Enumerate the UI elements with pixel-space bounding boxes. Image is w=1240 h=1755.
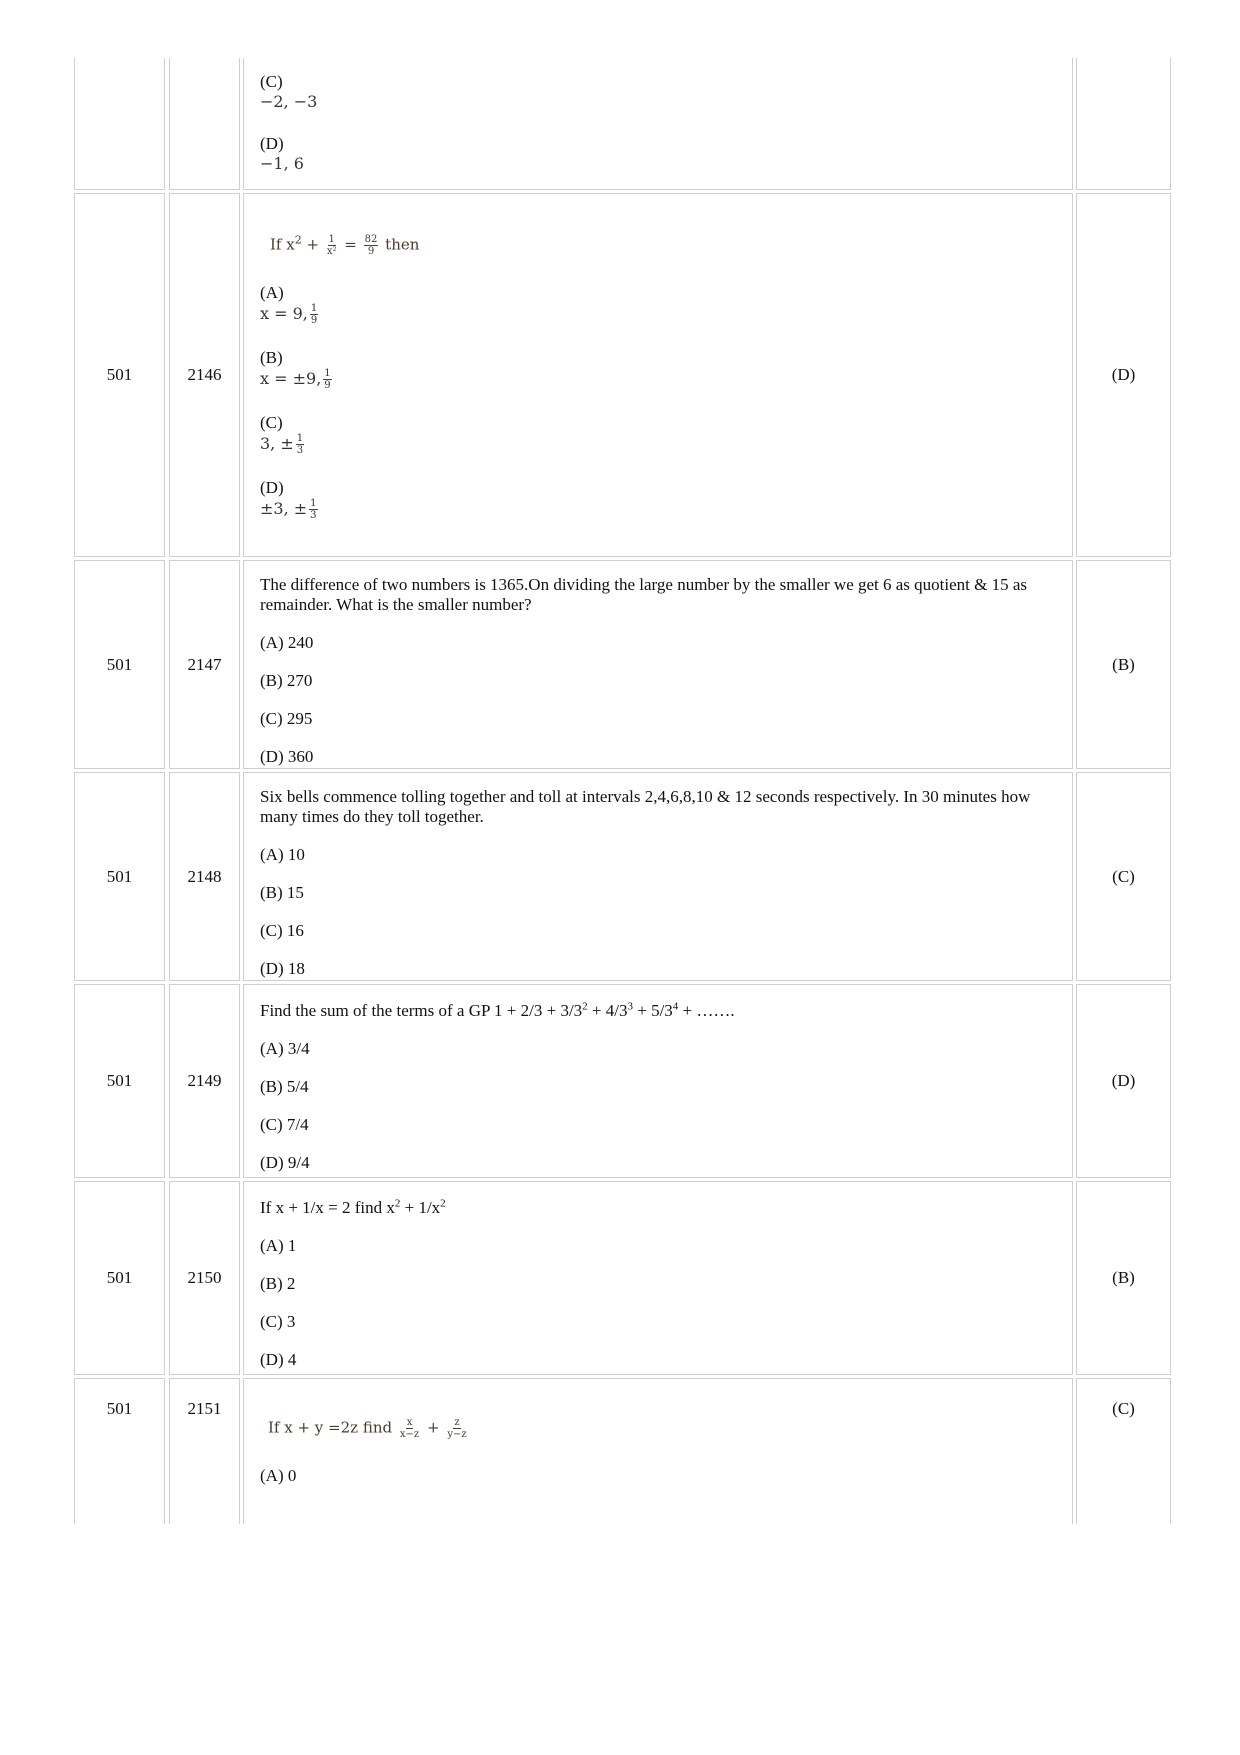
option: (A) 240 [260, 633, 314, 652]
q-text: If x + 1/x = 2 find x [260, 1198, 395, 1217]
section-cell: 501 [74, 193, 165, 557]
section-cell [74, 58, 165, 190]
option: (C) 295 [260, 709, 313, 728]
option: (B) 5/4 [260, 1077, 309, 1096]
option-label: (D) [260, 478, 284, 497]
section-cell: 501 [74, 984, 165, 1178]
q-exp: 3 [627, 1000, 633, 1013]
frac-den: x−z [399, 1429, 420, 1440]
table-row [74, 1378, 1172, 1524]
table-row [74, 193, 1172, 557]
frac-num: 1 [296, 433, 304, 444]
option-label: (A) [260, 283, 284, 302]
option-label: (B) [260, 348, 283, 367]
option-d [260, 478, 1054, 521]
section-cell: 501 [74, 1181, 165, 1375]
question-id-cell [169, 58, 240, 190]
frac-den: 3 [310, 510, 317, 521]
frac-num: 1 [324, 368, 331, 379]
q-text: Find the sum of the terms of a GP 1 + 2/3 + 3/3 [260, 1001, 583, 1020]
question-id-cell: 2150 [169, 1181, 240, 1375]
q-plus: + [426, 1418, 440, 1437]
question-text: Six bells commence tolling together and toll at intervals 2,4,6,8,10 & 12 seconds respectively. In 30 minutes how many times do they toll together. [260, 787, 1031, 826]
fraction [364, 234, 379, 257]
question-cell [243, 193, 1073, 557]
frac-den: x² [326, 246, 337, 257]
option-value: −2, −3 [260, 92, 318, 111]
option: (C) 7/4 [260, 1115, 309, 1134]
option: (B) 2 [260, 1274, 296, 1293]
frac-den: 9 [310, 315, 318, 326]
option-label: (D) [260, 134, 284, 153]
question-id-cell: 2151 [169, 1378, 240, 1524]
answer-cell: (C) [1076, 772, 1171, 981]
q-text: If x + y =2z find [268, 1418, 393, 1437]
fraction [446, 1417, 467, 1440]
question-cell [243, 1181, 1073, 1375]
option: (B) 15 [260, 883, 304, 902]
question-id-cell: 2148 [169, 772, 240, 981]
option-a [260, 283, 1054, 326]
section-cell: 501 [74, 560, 165, 769]
frac-num: z [454, 1417, 460, 1428]
q-exp: 2 [394, 1197, 401, 1210]
option: (A) 3/4 [260, 1039, 310, 1058]
option-c [260, 72, 1054, 112]
option: (A) 10 [260, 845, 305, 864]
option: (B) 270 [260, 671, 313, 690]
frac-den: 9 [324, 380, 331, 391]
frac-den: 9 [367, 246, 375, 257]
answer-cell: (D) [1076, 984, 1171, 1178]
section-cell: 501 [74, 1378, 165, 1524]
q-exp: 4 [672, 1000, 679, 1013]
frac-num: 1 [328, 234, 335, 245]
fraction [399, 1417, 420, 1440]
fraction [309, 498, 317, 521]
question-cell [243, 58, 1073, 190]
option-b [260, 348, 1054, 391]
frac-den: 3 [296, 445, 304, 456]
option-value: 3, ± [260, 434, 294, 453]
option-label: (C) [260, 72, 283, 91]
frac-num: 82 [364, 234, 378, 245]
option: (D) 18 [260, 959, 305, 978]
answer-cell: (B) [1076, 1181, 1171, 1375]
q-text-end: then [385, 235, 420, 254]
question-text [270, 234, 1054, 257]
fraction [326, 234, 338, 257]
answer-cell: (D) [1076, 193, 1171, 557]
option: (D) 9/4 [260, 1153, 310, 1172]
frac-num: 1 [310, 303, 318, 314]
q-eq: = [344, 235, 357, 254]
option: (C) 16 [260, 921, 304, 940]
section-cell: 501 [74, 772, 165, 981]
option-value: −1, 6 [260, 154, 304, 173]
q-exp: 2 [294, 233, 302, 247]
answer-cell: (B) [1076, 560, 1171, 769]
option: (D) 4 [260, 1350, 297, 1369]
answer-cell [1076, 58, 1171, 190]
option-d [260, 134, 1054, 174]
q-text: + 5/3 [632, 1001, 673, 1020]
table-row [74, 984, 1172, 1178]
q-text: + 4/3 [587, 1001, 628, 1020]
question-cell [243, 772, 1073, 981]
option-value: x = 9, [260, 304, 308, 323]
question-text [268, 1417, 1054, 1440]
question-cell [243, 560, 1073, 769]
frac-num: x [406, 1417, 413, 1428]
q-exp: 2 [582, 1000, 588, 1013]
question-text [260, 1001, 1054, 1021]
q-plus: + [306, 235, 320, 254]
question-text: The difference of two numbers is 1365.On dividing the large number by the smaller we get 6 as quotient & 15 as remainder. What is the smaller number? [260, 575, 1028, 614]
frac-num: 1 [310, 498, 317, 509]
question-id-cell: 2146 [169, 193, 240, 557]
option: (C) 3 [260, 1312, 296, 1331]
question-text [260, 1198, 1054, 1218]
table-row [74, 560, 1172, 769]
q-text: If x [270, 235, 295, 254]
option-label: (C) [260, 413, 283, 432]
q-text: + 1/x [400, 1198, 441, 1217]
frac-den: y−z [447, 1429, 467, 1440]
q-text: + ……. [678, 1001, 735, 1020]
option-value: ±3, ± [260, 499, 308, 518]
question-table [74, 58, 1172, 1524]
option: (A) 0 [260, 1466, 297, 1485]
option-c [260, 413, 1054, 456]
table-row [74, 1181, 1172, 1375]
option: (A) 1 [260, 1236, 297, 1255]
q-exp: 2 [440, 1197, 446, 1210]
question-cell [243, 984, 1073, 1178]
question-id-cell: 2147 [169, 560, 240, 769]
answer-cell: (C) [1076, 1378, 1171, 1524]
fraction [296, 433, 304, 456]
question-cell [243, 1378, 1073, 1524]
table-row [74, 58, 1172, 190]
option-value: x = ±9, [260, 369, 322, 388]
fraction [310, 303, 318, 326]
table-row [74, 772, 1172, 981]
question-id-cell: 2149 [169, 984, 240, 1178]
option: (D) 360 [260, 747, 314, 766]
fraction [323, 368, 331, 391]
